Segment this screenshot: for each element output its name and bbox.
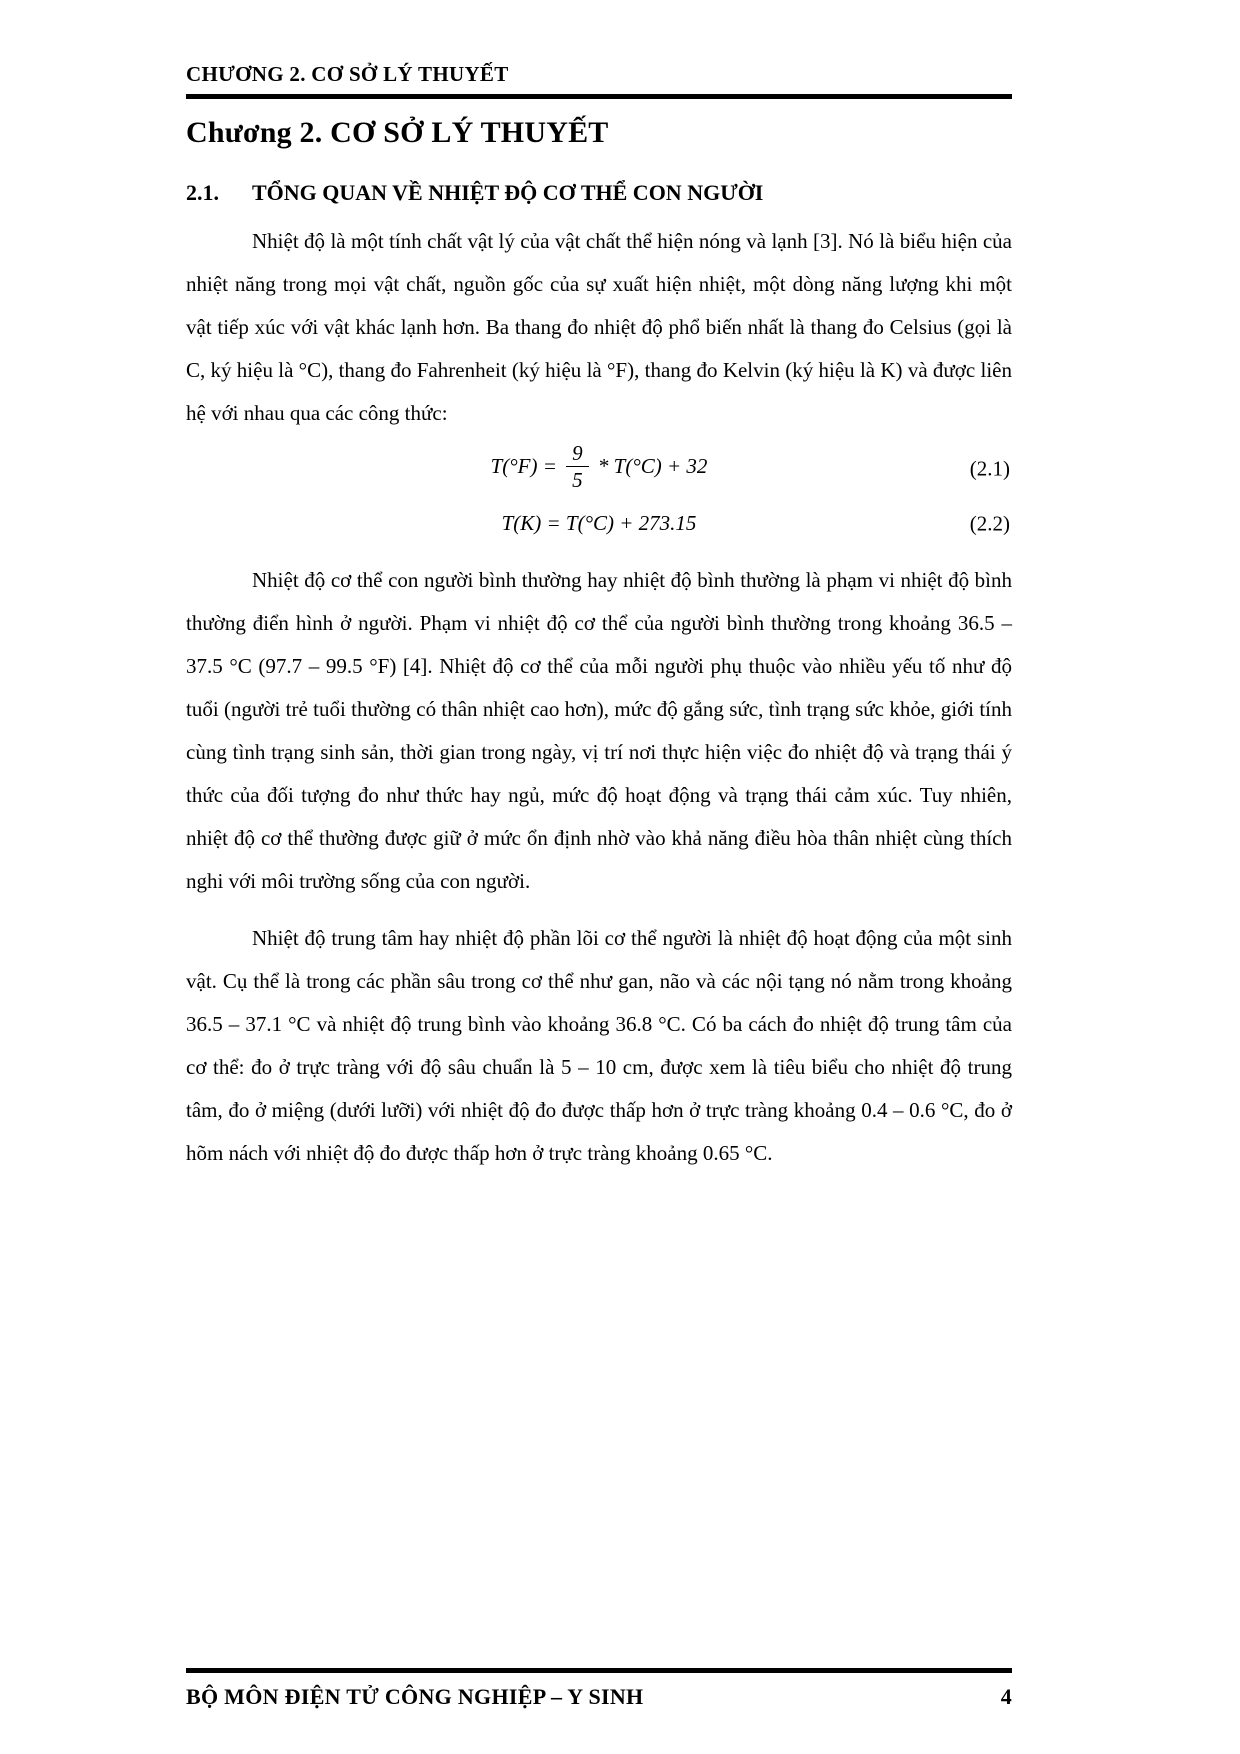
equation-1-label: (2.1) (969, 456, 1010, 481)
section-title: TỔNG QUAN VỀ NHIỆT ĐỘ CƠ THỂ CON NGƯỜI (252, 180, 764, 205)
page-footer (186, 1668, 1012, 1710)
equation-1 (186, 443, 1012, 494)
equation-2-label: (2.2) (969, 511, 1010, 536)
fraction-numerator: 9 (566, 441, 589, 467)
footer-rule (186, 1668, 1012, 1673)
chapter-title: Chương 2. CƠ SỞ LÝ THUYẾT (186, 116, 609, 149)
equation-1-lhs: T(°F) = (490, 454, 557, 479)
fraction-denominator: 5 (572, 468, 583, 493)
paragraph-body-temperature: Nhiệt độ cơ thể con người bình thường hay nhiệt độ bình thường là phạm vi nhiệt độ bình thường điển hình ở người. Phạm vi nhiệt độ cơ thể của người bình thường trong khoảng 36.5 – 37.5 °C (97.7 – 99.5 °F) [4]. Nhiệt độ cơ thể của mỗi người phụ thuộc vào nhiều yếu tố như độ tuổi (người trẻ tuổi thường có thân nhiệt cao hơn), mức độ gắng sức, tình trạng sức khỏe, giới tính cùng tình trạng sinh sản, thời gian trong ngày, vị trí nơi thực hiện việc đo nhiệt độ và trạng thái ý thức của đối tượng đo như thức hay ngủ, mức độ hoạt động và trạng thái cảm xúc. Tuy nhiên, nhiệt độ cơ thể thường được giữ ở mức ổn định nhờ vào khả năng điều hòa thân nhiệt cùng thích nghi với môi trường sống của con người. (186, 568, 1012, 894)
footer-row (186, 1684, 1012, 1710)
equation-1-rhs: * T(°C) + 32 (597, 454, 708, 479)
equation-2 (186, 502, 1012, 545)
header-title: CHƯƠNG 2. CƠ SỞ LÝ THUYẾT (186, 62, 509, 86)
paragraph-overview: Nhiệt độ là một tính chất vật lý của vật chất thể hiện nóng và lạnh [3]. Nó là biểu hiện của nhiệt năng trong mọi vật chất, nguồn gốc của sự xuất hiện nhiệt, một dòng năng lượng khi một vật tiếp xúc với vật khác lạnh hơn. Ba thang đo nhiệt độ phổ biến nhất là thang đo Celsius (gọi là C, ký hiệu là °C), thang đo Fahrenheit (ký hiệu là °F), thang đo Kelvin (ký hiệu là K) và được liên hệ với nhau qua các công thức: (186, 229, 1012, 425)
page-number: 4 (1000, 1684, 1012, 1709)
paragraph-core-temperature: Nhiệt độ trung tâm hay nhiệt độ phần lõi cơ thể người là nhiệt độ hoạt động của một sinh vật. Cụ thể là trong các phần sâu trong cơ thể như gan, não và các nội tạng nó nằm trong khoảng 36.5 – 37.1 °C và nhiệt độ trung bình vào khoảng 36.8 °C. Có ba cách đo nhiệt độ trung tâm của cơ thể: đo ở trực tràng với độ sâu chuẩn là 5 – 10 cm, được xem là tiêu biểu cho nhiệt độ trung tâm, đo ở miệng (dưới lưỡi) với nhiệt độ đo được thấp hơn ở trực tràng khoảng 0.4 – 0.6 °C, đo ở hõm nách với nhiệt độ đo được thấp hơn ở trực tràng khoảng 0.65 °C. (186, 926, 1012, 1166)
footer-department: BỘ MÔN ĐIỆN TỬ CÔNG NGHIỆP – Y SINH (186, 1684, 644, 1709)
page-header (186, 62, 1012, 99)
equation-2-formula: T(K) = T(°C) + 273.15 (501, 511, 697, 536)
fraction-nine-fifths (566, 441, 589, 492)
page-content (186, 104, 1012, 1175)
equation-1-formula (490, 441, 708, 493)
section-number: 2.1. (186, 180, 219, 205)
header-rule (186, 94, 1012, 99)
section-heading (186, 180, 1012, 206)
